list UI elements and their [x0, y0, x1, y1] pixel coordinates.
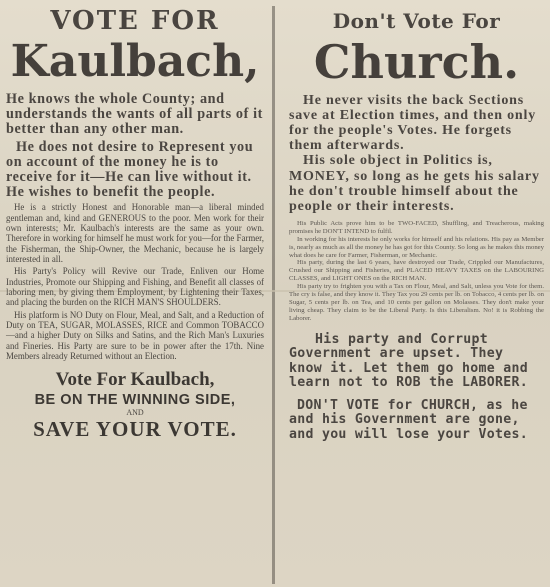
right-bold-para-1: He never visits the back Sections save at Election times, and then only for the people's Votes. He forgets them afterwards. [289, 93, 536, 154]
right-bold-para-2: His sole object in Politics is, MONEY, so long as he gets his salary he don't trouble himself about the people or their interests. [289, 153, 540, 214]
right-header-small: Don't Vote For [332, 9, 501, 33]
left-header-big: Kaulbach, [10, 36, 260, 87]
right-bold-para-3: His party and Corrupt Government are upset. They know it. Let them go home and learn not to ROB the LABORER. [289, 331, 528, 391]
footer-and: AND [126, 408, 144, 418]
right-small-para-2: In working for his interests he only works for himself and his relations. His pay as Member is, nearly as much as all the money he has got for this County. So long as he makes this money what does he care for Farmer, Fisherman, or Mechanic. [289, 235, 544, 259]
left-bold-para-2: He does not desire to Represent you on account of the money he is to receive for it—He can live without it. He wishes to benefit the people. [6, 138, 254, 201]
left-bold-para-1: He knows the whole County; and understands the wants of all parts of it better than any other man. [6, 91, 263, 138]
right-bold-para-4: DON'T VOTE for CHURCH, as he and his Government are gone, and you will lose your Votes. [289, 397, 528, 442]
footer-save-your-vote: SAVE YOUR VOTE. [33, 417, 237, 442]
left-small-para-2: His Party's Policy will Revive our Trade, Enliven our Home Industries, Promote our Shipping and Fishing, and Benefit all classes of laboring men, by giving them Employment, by Lightening their Taxes, and placing the burden on the RICH MAN'S SHOULDERS. [6, 266, 264, 308]
left-header-small: VOTE FOR [50, 6, 220, 36]
right-header-big: Church. [313, 35, 520, 89]
column-divider [272, 6, 275, 584]
right-small-para-1: His Public Acts prove him to be TWO-FACED, Shuffling, and Treacherous, making promises he DON'T INTEND to fulfil. [289, 219, 544, 235]
left-small-para-1: He is a strictly Honest and Honorable man—a liberal minded gentleman and, kind and GENEROUS to the poor. Men work for their own interests; Mr. Kaulbach's interests are the same as your own. Therefore in working for himself he must work for you—for the Farmer, the Fisherman, the Ship-Owner, the Mechanic, because he is largely interested in all. [6, 202, 264, 264]
right-small-para-3: His party, during the last 6 years, have destroyed our Trade, Crippled our Manufactures, Crushed our Shipping and Fisheries, and PLACED HEAVY TAXES on the LABOURING CLASSES, and LIGHT ONES on the RICH MAN. [289, 259, 544, 283]
left-small-para-3: His platform is NO Duty on Flour, Meal, and Salt, and a Reduction of Duty on TEA, SUGAR, MOLASSES, RICE and Common TOBACCO—and a higher Duty on Silks and Satins, and the Rich Man's Luxuries and Fineries. His Party are sure to be in power after the 17th. Nine Members already Returned without an Election. [6, 309, 264, 361]
left-column [0, 0, 272, 442]
footer-vote-for-kaulbach: Vote For Kaulbach, [55, 369, 215, 391]
footer-winning-side: BE ON THE WINNING SIDE, [34, 392, 236, 409]
right-column [279, 0, 550, 442]
right-small-para-4: His party try to frighten you with a Tax on Flour, Meal, and Salt, unless you Vote for them. The cry is false, and they know it. They Tax you 29 cents per lb. on Tobacco, 4 cents per lb. on Sugar, 5 cents per lb. on Tea, and 10 cents per gallon on Molasses. They don't make your living cheap. They claim to be the Liberal Party. Is this Liberalism. No! it is Robbing the Laborer. [289, 283, 544, 322]
